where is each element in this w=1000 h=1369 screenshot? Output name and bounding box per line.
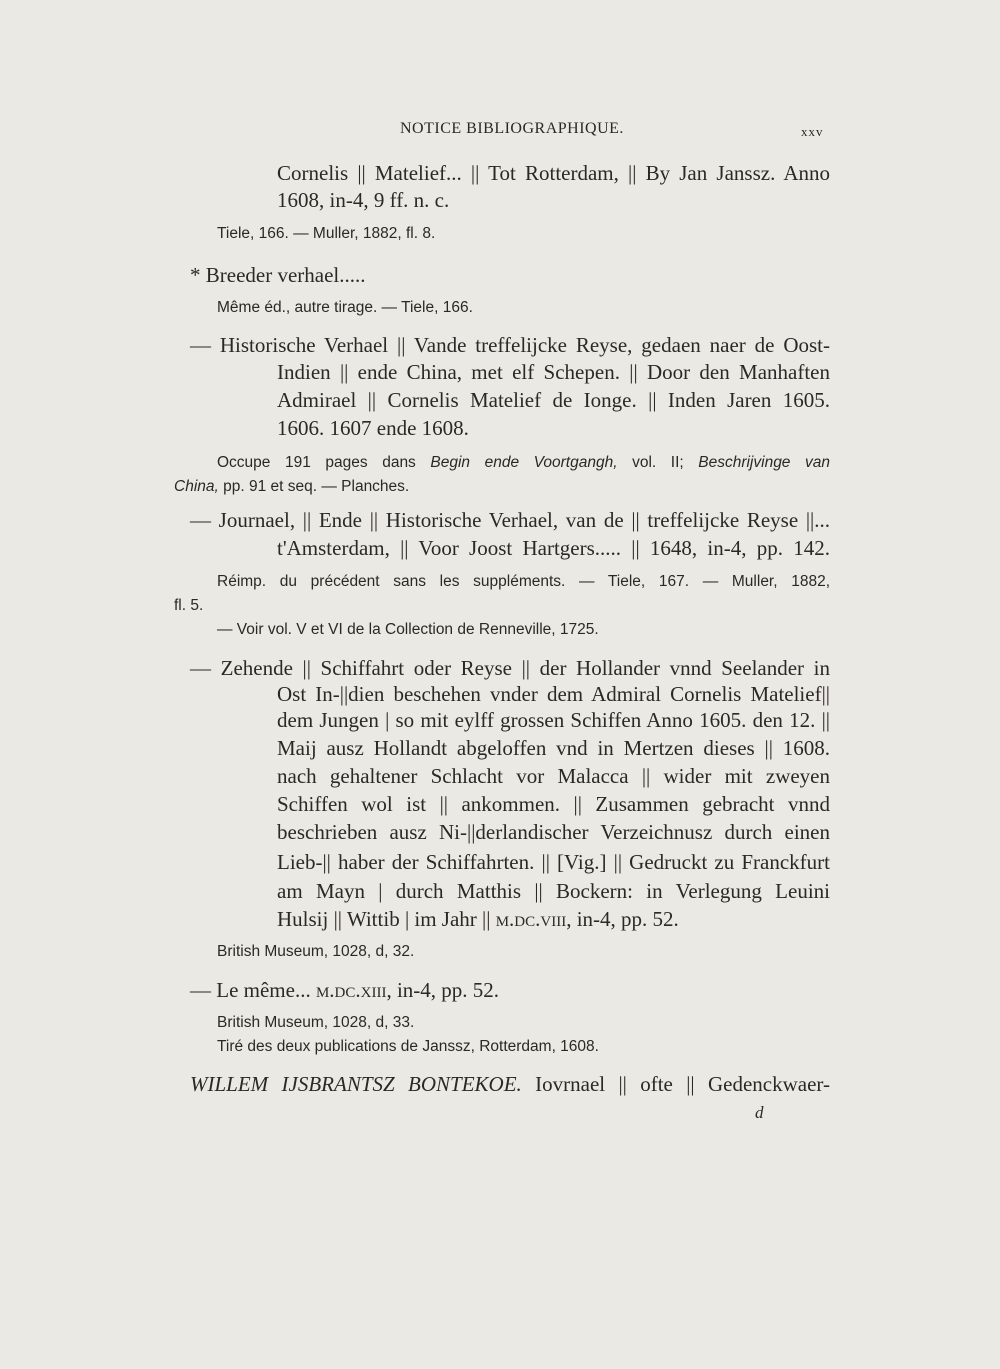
note-line: British Museum, 1028, d, 32. — [217, 943, 415, 960]
entry-text: Iovrnael || ofte || Gedenckwaer- — [521, 1072, 830, 1096]
entry-text: — Le même... — [190, 978, 316, 1002]
note-line: Tiele, 166. — Muller, 1882, fl. 8. — [217, 225, 436, 242]
entry-line: nach gehaltener Schlacht vor Malacca || wider mit zweyen — [277, 764, 830, 788]
entry-line: Maij ausz Hollandt abgeloffen vnd in Mertzen dieses || 1608. — [277, 736, 830, 760]
entry-line — [277, 909, 679, 930]
entry-text: , in-4, pp. 52. — [386, 978, 500, 1002]
roman-date: m.dc.viii — [495, 907, 567, 931]
note-line: — Voir vol. V et VI de la Collection de Renneville, 1725. — [217, 621, 599, 638]
note-line: fl. 5. — [174, 597, 204, 614]
note-line: Même éd., autre tirage. — Tiele, 166. — [217, 299, 473, 316]
running-header — [0, 118, 1000, 148]
signature-mark: d — [755, 1103, 764, 1122]
note-text: pp. 91 et seq. — Planches. — [218, 478, 410, 495]
note-text: Occupe 191 pages dans — [217, 454, 431, 471]
entry-line: — Journael, || Ende || Historische Verhael, van de || treffelijcke Reyse ||... — [190, 508, 830, 532]
roman-date: m.dc.xiii — [315, 978, 387, 1002]
work-title: Begin ende Voortgangh, — [430, 454, 618, 471]
entry-line: — Historische Verhael || Vande treffelijcke Reyse, gedaen naer de Oost- — [190, 333, 830, 357]
entry-line: * Breeder verhael..... — [190, 263, 366, 287]
entry-text: , in-4, pp. 52. — [566, 907, 679, 931]
entry-line — [190, 1074, 830, 1095]
note-text: vol. II; — [617, 454, 699, 471]
note-line: British Museum, 1028, d, 33. — [217, 1014, 415, 1031]
note-line: Tiré des deux publications de Janssz, Rotterdam, 1608. — [217, 1038, 599, 1055]
entry-line: 1606. 1607 ende 1608. — [277, 416, 469, 440]
entry-line: Cornelis || Matelief... || Tot Rotterdam, || By Jan Janssz. Anno — [277, 161, 830, 185]
entry-line: t'Amsterdam, || Voor Joost Hartgers..... || 1648, in-4, pp. 142. — [277, 536, 830, 560]
page-number: xxv — [801, 124, 824, 139]
entry-line: Schiffen wol ist || ankommen. || Zusammen gebracht vnnd — [277, 792, 830, 816]
work-title: China, — [174, 478, 219, 495]
work-title: Beschrijvinge van — [698, 454, 830, 471]
entry-line: 1608, in-4, 9 ff. n. c. — [277, 188, 450, 212]
entry-line: Admirael || Cornelis Matelief de Ionge. || Inden Jaren 1605. — [277, 388, 830, 412]
entry-line: beschrieben ausz Ni-||derlandischer Verzeichnusz durch einen — [277, 820, 830, 844]
running-title: NOTICE BIBLIOGRAPHIQUE. — [400, 120, 624, 137]
entry-text: Hulsij || Wittib | im Jahr || — [277, 907, 496, 931]
note-line — [174, 479, 409, 495]
entry-line — [190, 980, 499, 1001]
entry-line: Ost In-||dien beschehen vnder dem Admiral Cornelis Matelief|| — [277, 682, 830, 706]
note-line — [217, 455, 830, 471]
note-line: Réimp. du précédent sans les suppléments. — Tiele, 167. — Muller, 1882, — [217, 573, 830, 590]
entry-line: Indien || ende China, met elf Schepen. || Door den Manhaften — [277, 360, 830, 384]
entry-line: Lieb-|| haber der Schiffahrten. || [Vig.] || Gedruckt zu Franckfurt — [277, 850, 830, 874]
entry-line: — Zehende || Schiffahrt oder Reyse || der Hollander vnnd Seelander in — [190, 656, 830, 680]
author-name: WILLEM IJSBRANTSZ BONTEKOE. — [190, 1072, 522, 1096]
entry-line: am Mayn | durch Matthis || Bockern: in Verlegung Leuini — [277, 879, 830, 903]
entry-line: dem Jungen | so mit eylff grossen Schiffen Anno 1605. den 12. || — [277, 708, 830, 732]
